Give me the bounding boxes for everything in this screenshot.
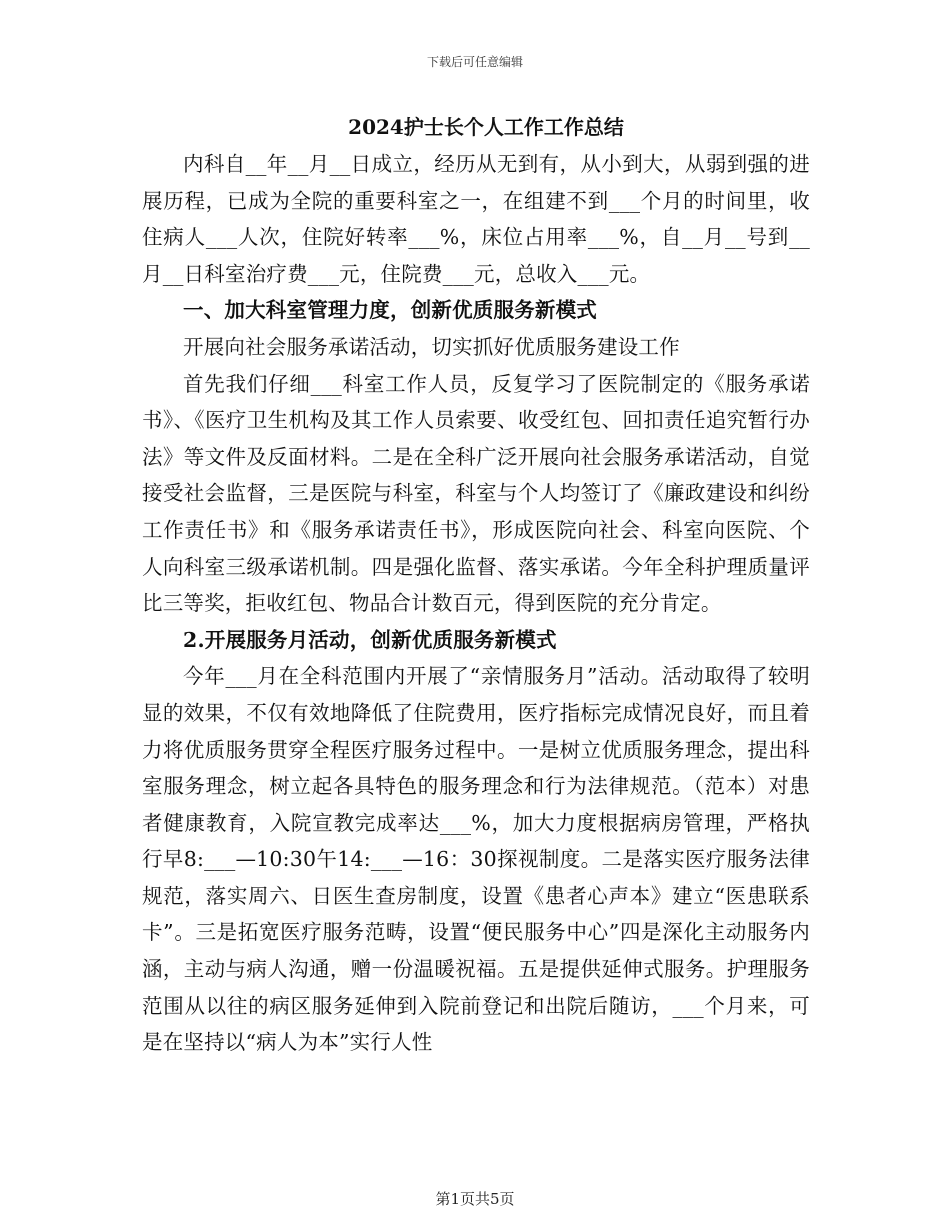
paragraph-service-month: 今年___月在全科范围内开展了“亲情服务月”活动。活动取得了较明显的效果，不仅有效地降低了住院费用，医疗指标完成情况良好，而且着力将优质服务贯穿全程医疗服务过程中。一是树立优质服务理念，提出科室服务理念，树立起各具特色的服务理念和行为法律规范。（范本）对患者健康教育，入院宣教完成率达___%，加大力度根据病房管理，严格执行早8:___—10:30午14:___—16：30探视制度。二是落实医疗服务法律规范，落实周六、日医生查房制度，设置《患者心声本》建立“医患联系卡”。三是拓宽医疗服务范畴，设置“便民服务中心”四是深化主动服务内涵，主动与病人沟通，赠一份温暖祝福。五是提供延伸式服务。护理服务范围从以往的病区服务延伸到入院前登记和出院后随访，___个月来，可是在坚持以“病人为本”实行人性	[142, 664, 810, 1055]
page-footer: 第1页共5页	[435, 1190, 515, 1208]
paragraph-subheading: 开展向社会服务承诺活动，切实抓好优质服务建设工作	[183, 334, 680, 359]
document-title: 2024护士长个人工作工作总结	[348, 115, 624, 139]
paragraph-intro: 内科自__年__月__日成立，经历从无到有，从小到大，从弱到强的进展历程，已成为全院的重要科室之一，在组建不到___个月的时间里，收住病人___人次，住院好转率___%，床位占用率___%，自__月__号到__月__日科室治疗费___元，住院费___元，总收入___元。	[142, 152, 810, 286]
header-note: 下载后可任意编辑	[426, 55, 523, 69]
document-body	[142, 108, 810, 1061]
section-heading-1: 一、加大科室管理力度，创新优质服务新模式	[183, 298, 597, 323]
paragraph-commitment: 首先我们仔细___科室工作人员，反复学习了医院制定的《服务承诺书》、《医疗卫生机构及其工作人员索要、收受红包、回扣责任追究暂行办法》等文件及反面材料。二是在全科广泛开展向社会服务承诺活动，自觉接受社会监督，三是医院与科室，科室与个人均签订了《廉政建设和纠纷工作责任书》和《服务承诺责任书》，形成医院向社会、科室向医院、个人向科室三级承诺机制。四是强化监督、落实承诺。今年全科护理质量评比三等奖，拒收红包、物品合计数百元，得到医院的充分肯定。	[142, 371, 810, 616]
section-heading-2: 2.开展服务月活动，创新优质服务新模式	[183, 627, 557, 652]
